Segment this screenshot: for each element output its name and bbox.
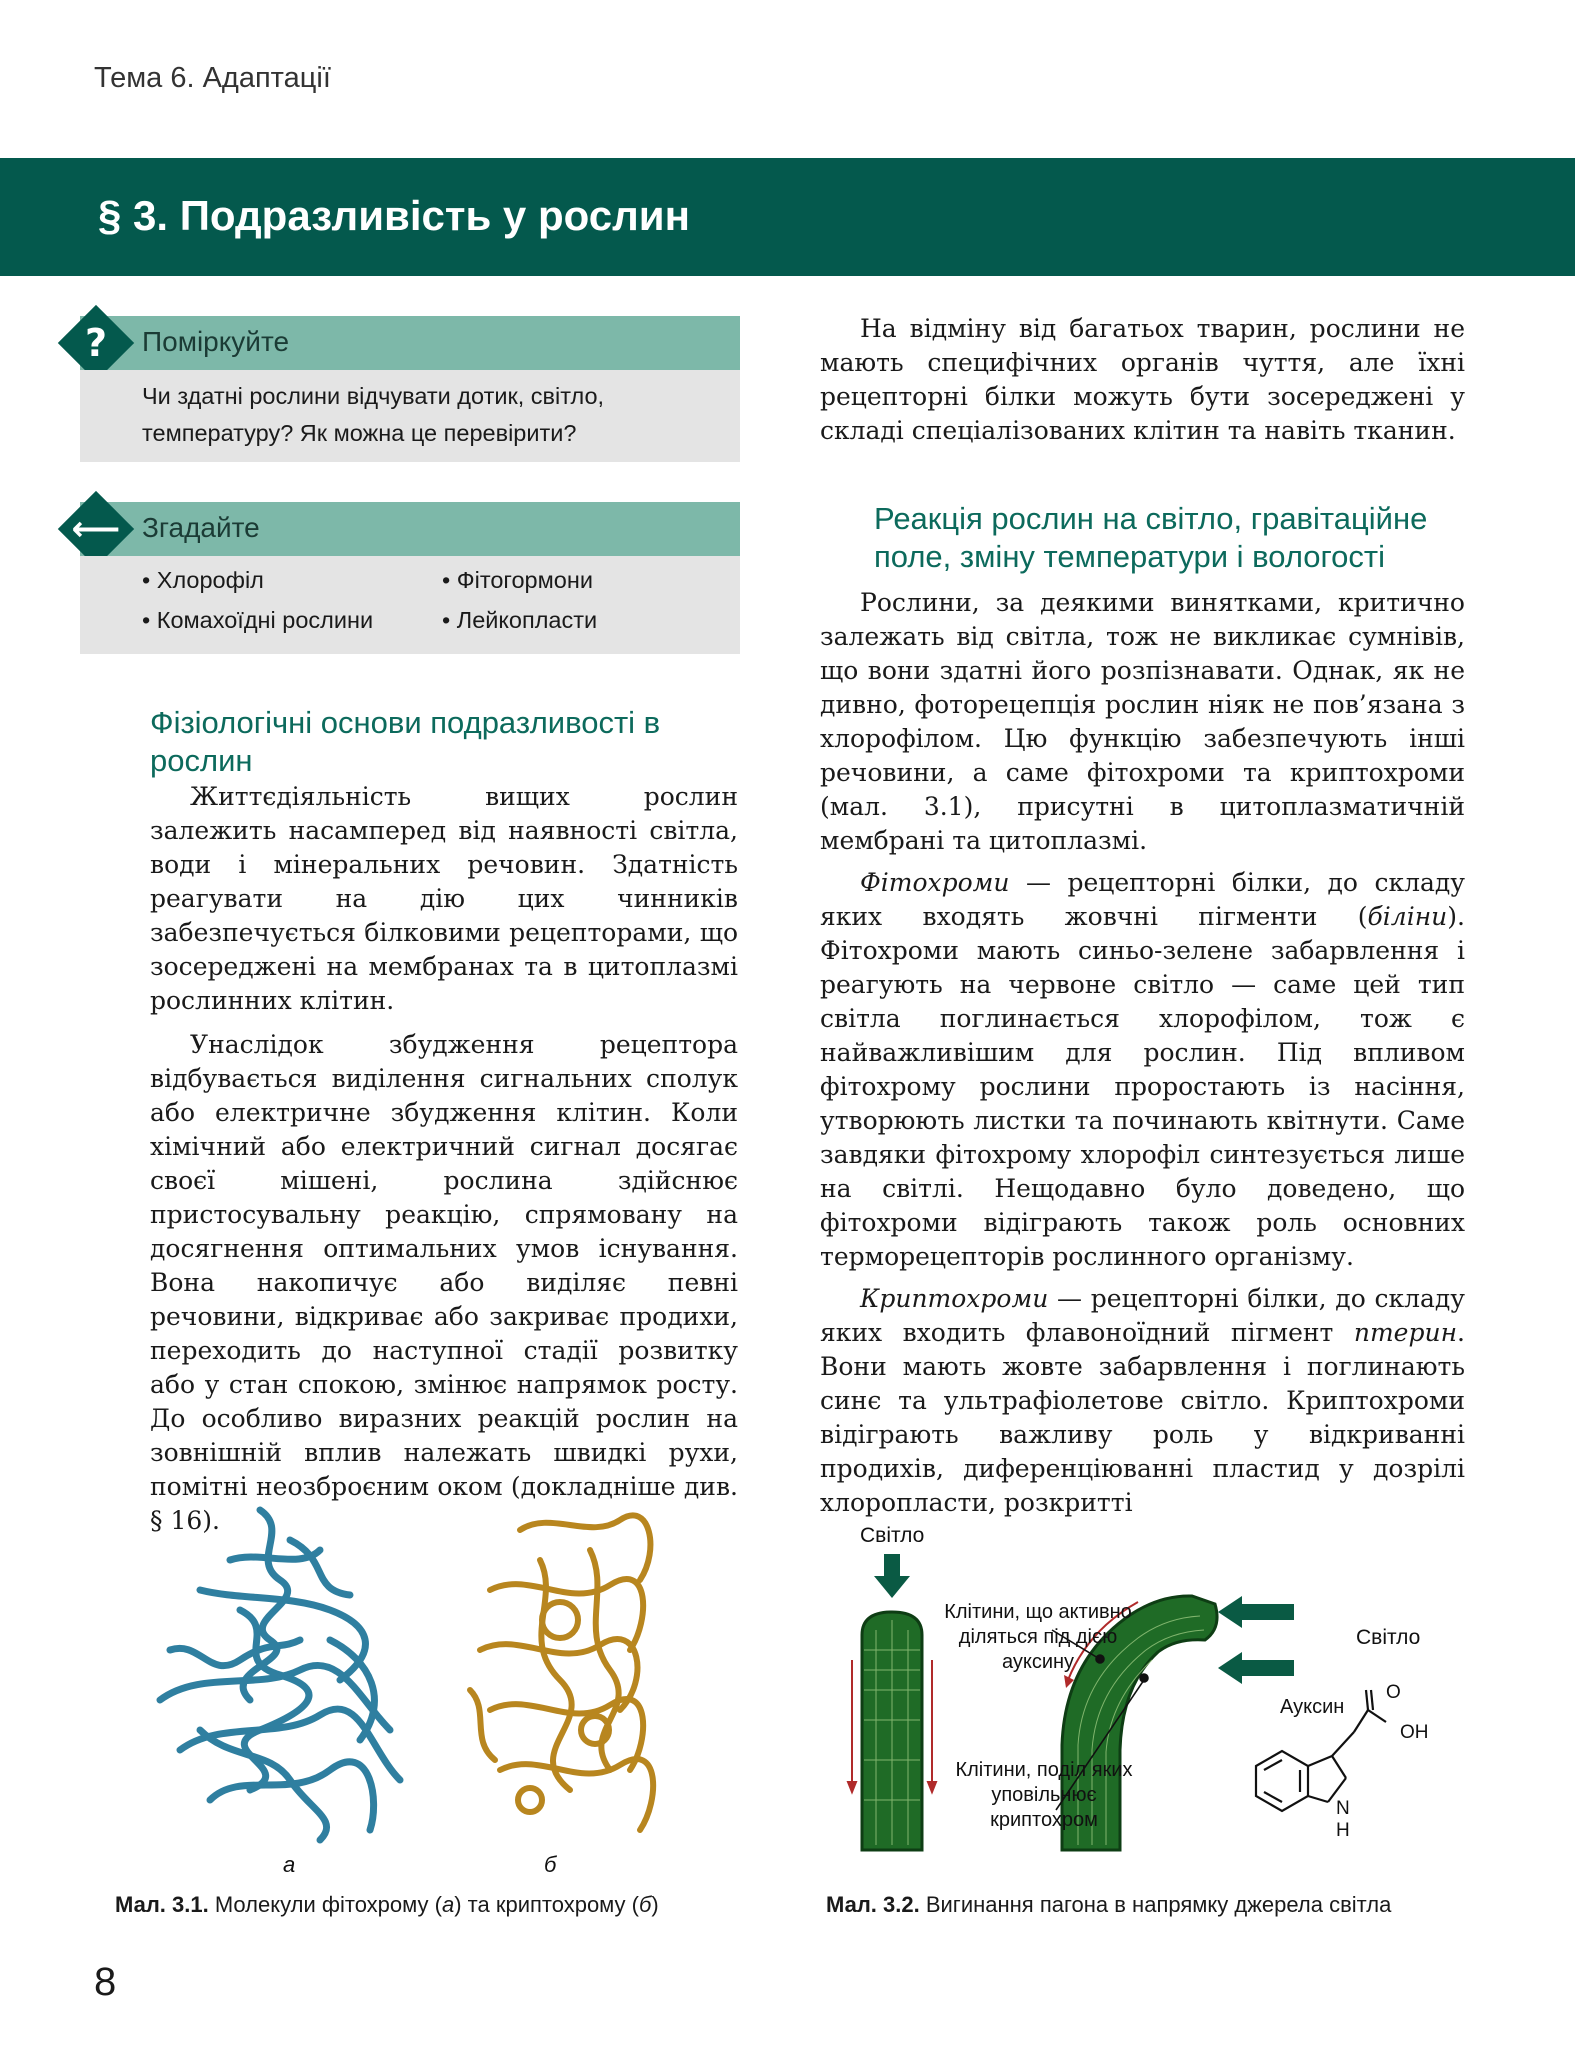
recall-item: • Лейкопласти: [442, 607, 598, 633]
paragraph: Фітохроми — рецепторні білки, до складу яких входять жовчні пігменти (біліни). Фітохроми мають синьо-зелене забарвлення і реагують на червоне світло — саме цей тип світла поглинається хлорофілом, тож є найважливішим для рослин. Під впливом фітохрому рослини проростають із насіння, утворюють листки та починають квітнути. Саме завдяки фітохрому хлорофіл синтезується лише на світлі. Нещодавно було доведено, що фітохроми відіграють також роль основних терморецепторів рослинного організму.: [820, 868, 1465, 1271]
term-pterin: птерин: [1353, 1318, 1458, 1347]
paragraph: Рослини, за деякими винятками, критично залежать від світла, тож не викликає сумнівів, що вони здатні його розпізнавати. Однак, як не дивно, фоторецепція рослин ніяк не пов’язана з хлорофілом. Цю функцію забезпечують інші речовини, а саме фітохроми та криптохроми (мал. 3.1), присутні в цитоплазматичній мембрані та цитоплазмі.: [820, 588, 1465, 855]
term-cryptochromes: Криптохроми: [860, 1284, 1049, 1313]
think-box-title: Поміркуйте: [142, 326, 290, 357]
figure-3-1: [140, 1500, 720, 1870]
think-box-text: Чи здатні рослини відчувати дотик, світло, температуру? Як можна це перевірити?: [142, 383, 605, 446]
question-icon: ?: [84, 321, 108, 365]
recall-item: • Фітогормони: [442, 567, 593, 593]
recall-item: • Хлорофіл: [142, 567, 264, 593]
light-label-top: Світло: [860, 1524, 925, 1547]
left-text-column: [150, 780, 738, 1538]
chem-hydroxyl: OH: [1400, 1722, 1429, 1743]
recall-item: • Комахоїдні рослини: [142, 607, 374, 633]
chem-hydrogen: H: [1336, 1820, 1350, 1841]
page-number: 8: [94, 1960, 117, 2004]
light-label-right: Світло: [1356, 1626, 1421, 1649]
cryptochrome-molecule-image: [470, 1515, 653, 1830]
auxin-label: Ауксин: [1280, 1696, 1345, 1718]
running-header: Тема 6. Адаптації: [94, 62, 331, 94]
light-arrows-side: [1218, 1596, 1294, 1684]
right-section-heading: Реакція рослин на світло, гравітаційне поле, зміну температури і вологості: [874, 501, 1428, 574]
figure-3-1-label-a: а: [283, 1852, 296, 1877]
arrow-left-icon: ⟵: [71, 509, 121, 549]
label-dividing-cells: Клітини, що активно діляться під дією ауксину: [944, 1601, 1132, 1673]
figure-3-1-label-b: б: [544, 1852, 557, 1877]
term-phytochromes: Фітохроми: [860, 868, 1010, 897]
section-title: § 3. Подразливість у рослин: [98, 192, 690, 239]
chem-oxygen: O: [1386, 1682, 1401, 1703]
figure-3-1-caption: Мал. 3.1. Молекули фітохрому (а) та криптохрому (б): [115, 1892, 659, 1917]
term-bilins: біліни: [1367, 902, 1448, 931]
recall-box-title: Згадайте: [142, 512, 260, 543]
right-text-column-2: [820, 586, 1465, 1520]
left-section-heading: Фізіологічні основи подразливості в рослин: [150, 705, 661, 778]
paragraph: На відміну від багатьох тварин, рослини не мають специфічних органів чуття, але їхні рецепторні білки можуть бути зосереджені у складі спеціалізованих клітин та навіть тканин.: [820, 314, 1465, 445]
label-inhibited-cells: Клітини, поділ яких уповільнює криптохром: [955, 1759, 1133, 1831]
light-arrow-down: [874, 1554, 910, 1598]
think-box-body: [80, 370, 740, 462]
phytochrome-molecule-image: [160, 1510, 400, 1840]
paragraph: Життєдіяльність вищих рослин залежить насамперед від наявності світла, води і мінеральних речовин. Здатність реагувати на дію цих чинників забезпечується білковими рецепторами, що зосереджені на мембранах та в цитоплазмі рослинних клітин.: [150, 782, 738, 1015]
paragraph: Унаслідок збудження рецептора відбувається виділення сигнальних сполук або електричне збудження клітин. Коли хімічний або електричний сигнал досягає своєї мішені, рослина здійснює пристосувальну реакцію, спрямовану на досягнення оптимальних умов існування. Вона накопичує або виділяє певні речовини, відкриває або закриває продихи, переходить до наступної стадії розвитку або у стан спокою, змінює напрямок росту. До особливо виразних реакцій рослин на зовнішній вплив належать швидкі рухи, помітні неозброєним оком (докладніше див. § 16).: [150, 1030, 738, 1535]
paragraph: Криптохроми — рецепторні білки, до складу яких входить флавоноїдний пігмент птерин. Вони мають жовте забарвлення і поглинають синє та ультрафіолетове світло. Криптохроми відіграють важливу роль у відкриванні продихів, диференціюванні пластид у дозрілі хлоропласти, розкритті: [820, 1284, 1465, 1517]
right-text-column: [820, 312, 1465, 448]
figure-3-2-caption: Мал. 3.2. Вигинання пагона в напрямку джерела світла: [826, 1892, 1392, 1917]
chem-nitrogen: N: [1336, 1798, 1350, 1819]
